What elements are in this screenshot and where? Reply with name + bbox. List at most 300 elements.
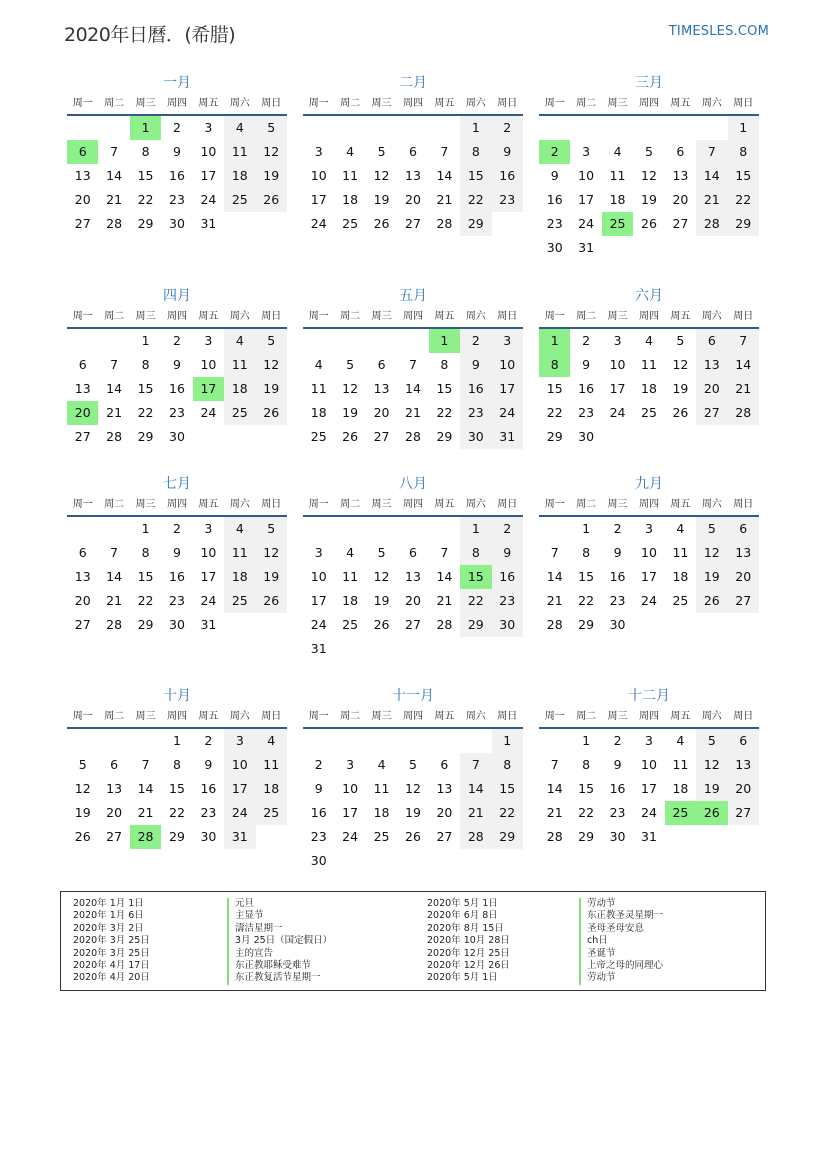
day-cell: 20 bbox=[106, 805, 123, 820]
weekday-header bbox=[67, 94, 287, 116]
day-cell: 1 bbox=[460, 116, 491, 140]
day-cell: 24 bbox=[200, 405, 217, 420]
empty-cell bbox=[539, 116, 570, 140]
day-cell: 17 bbox=[492, 377, 523, 401]
empty-cell bbox=[492, 212, 523, 236]
day-cell: 7 bbox=[110, 144, 119, 159]
month-title: 六月 bbox=[635, 288, 663, 304]
empty-cell bbox=[256, 613, 287, 637]
empty-cell bbox=[397, 517, 428, 541]
day-cell: 28 bbox=[546, 617, 563, 632]
day-cell: 12 bbox=[74, 781, 91, 796]
day-cell: 13 bbox=[405, 168, 421, 183]
day-cell: 8 bbox=[728, 140, 759, 164]
month-title: 十二月 bbox=[628, 688, 670, 704]
month-calendar bbox=[539, 72, 759, 260]
day-cell: 11 bbox=[310, 381, 327, 396]
empty-cell bbox=[728, 613, 759, 637]
day-cell: 24 bbox=[310, 617, 327, 632]
day-cell: 17 bbox=[310, 593, 327, 608]
day-cell: 24 bbox=[342, 829, 359, 844]
day-cell: 27 bbox=[405, 216, 421, 231]
empty-cell bbox=[665, 825, 696, 849]
day-cell: 5 bbox=[256, 116, 287, 140]
day-cell: 21 bbox=[696, 188, 727, 212]
day-cell: 29 bbox=[169, 829, 185, 844]
weekday-label: 周四 bbox=[402, 311, 423, 322]
day-cell: 27 bbox=[74, 617, 91, 632]
day-cell: 3 bbox=[613, 333, 622, 348]
weekday-label: 周四 bbox=[166, 98, 187, 109]
day-cell: 1 bbox=[130, 116, 161, 140]
empty-cell bbox=[397, 329, 428, 353]
weekday-label: 周三 bbox=[135, 499, 156, 510]
empty-cell bbox=[256, 425, 287, 449]
day-cell: 13 bbox=[696, 353, 727, 377]
day-cell: 13 bbox=[728, 753, 759, 777]
weekday-label: 周一 bbox=[308, 311, 329, 322]
day-cell: 31 bbox=[224, 825, 255, 849]
weekday-label: 周二 bbox=[340, 98, 361, 109]
day-cell: 28 bbox=[546, 829, 563, 844]
weekday-label: 周三 bbox=[607, 499, 628, 510]
day-cell: 20 bbox=[672, 192, 689, 207]
day-cell: 2 bbox=[582, 333, 591, 348]
day-cell: 9 bbox=[613, 545, 622, 560]
empty-cell bbox=[728, 425, 759, 449]
day-cell: 5 bbox=[377, 545, 386, 560]
weekday-header bbox=[303, 94, 523, 116]
day-cell: 30 bbox=[310, 853, 327, 868]
weekday-label: 周日 bbox=[497, 98, 518, 109]
weekday-header bbox=[303, 495, 523, 517]
weekday-label: 周四 bbox=[402, 98, 423, 109]
month-calendar bbox=[67, 473, 287, 637]
day-cell: 16 bbox=[169, 168, 185, 183]
holiday-name: 劳动节 bbox=[579, 972, 663, 984]
day-cell: 1 bbox=[582, 733, 591, 748]
day-cell: 5 bbox=[645, 144, 653, 159]
weekday-label: 周日 bbox=[733, 311, 754, 322]
day-cell: 8 bbox=[582, 757, 591, 772]
empty-cell bbox=[334, 329, 365, 353]
day-cell: 26 bbox=[405, 829, 421, 844]
weekday-label: 周日 bbox=[261, 98, 282, 109]
day-cell: 10 bbox=[310, 168, 327, 183]
month-calendar bbox=[303, 285, 523, 449]
holiday-dates-left bbox=[73, 898, 150, 985]
day-cell: 20 bbox=[728, 777, 759, 801]
day-cell: 27 bbox=[672, 216, 689, 231]
day-cell: 1 bbox=[728, 116, 759, 140]
weekday-label: 周三 bbox=[371, 499, 392, 510]
day-cell: 14 bbox=[405, 381, 421, 396]
day-cell: 21 bbox=[405, 405, 421, 420]
day-cell: 8 bbox=[141, 144, 150, 159]
holiday-date: 2020年 3月 25日 bbox=[73, 947, 150, 959]
day-cell: 3 bbox=[204, 120, 213, 135]
day-cell: 26 bbox=[373, 216, 390, 231]
day-cell: 25 bbox=[373, 829, 390, 844]
day-cell: 16 bbox=[609, 569, 626, 584]
day-cell: 30 bbox=[169, 216, 185, 231]
day-cell: 13 bbox=[672, 168, 689, 183]
weekday-label: 周日 bbox=[497, 499, 518, 510]
day-cell: 19 bbox=[641, 192, 657, 207]
day-cell: 1 bbox=[141, 521, 150, 536]
day-cell: 21 bbox=[436, 593, 453, 608]
day-cell: 3 bbox=[204, 521, 213, 536]
day-cell: 1 bbox=[173, 733, 181, 748]
day-cell: 4 bbox=[224, 116, 255, 140]
empty-cell bbox=[633, 425, 664, 449]
weekday-label: 周二 bbox=[104, 711, 125, 722]
day-cell: 2 bbox=[460, 329, 491, 353]
holiday-name: 东正教复活节星期一 bbox=[227, 972, 332, 984]
weekday-label: 周一 bbox=[308, 711, 329, 722]
day-cell: 15 bbox=[578, 569, 595, 584]
day-cell: 2 bbox=[173, 333, 181, 348]
day-cell: 21 bbox=[546, 805, 563, 820]
empty-cell bbox=[303, 517, 334, 541]
day-cell: 7 bbox=[110, 545, 119, 560]
day-cell: 13 bbox=[373, 381, 390, 396]
weekday-header bbox=[67, 707, 287, 729]
day-cell: 22 bbox=[546, 405, 563, 420]
day-cell: 16 bbox=[200, 781, 217, 796]
day-cell: 7 bbox=[110, 357, 119, 372]
holiday-date: 2020年 1月 6日 bbox=[73, 910, 144, 922]
day-cell: 9 bbox=[173, 545, 181, 560]
day-cell: 12 bbox=[342, 381, 359, 396]
day-cell: 16 bbox=[546, 192, 563, 207]
day-cell: 9 bbox=[204, 757, 213, 772]
day-cell: 10 bbox=[310, 569, 327, 584]
day-cell: 30 bbox=[609, 617, 626, 632]
day-cell: 15 bbox=[137, 569, 154, 584]
day-cell: 13 bbox=[74, 168, 91, 183]
day-cell: 3 bbox=[314, 545, 323, 560]
day-cell: 7 bbox=[696, 140, 727, 164]
day-cell: 10 bbox=[200, 357, 217, 372]
day-cell: 14 bbox=[137, 781, 154, 796]
weekday-label: 周一 bbox=[308, 98, 329, 109]
day-cell: 2 bbox=[314, 757, 323, 772]
day-cell: 11 bbox=[373, 781, 390, 796]
day-cell: 19 bbox=[672, 381, 689, 396]
day-cell: 17 bbox=[224, 777, 255, 801]
day-cell: 5 bbox=[696, 729, 727, 753]
holiday-date: 2020年 3月 25日 bbox=[73, 935, 150, 947]
day-cell: 13 bbox=[74, 381, 91, 396]
day-cell: 7 bbox=[550, 757, 559, 772]
weekday-label: 周三 bbox=[135, 311, 156, 322]
empty-cell bbox=[696, 116, 727, 140]
day-cell: 9 bbox=[492, 140, 523, 164]
weekday-header bbox=[539, 495, 759, 517]
day-cell: 17 bbox=[193, 377, 224, 401]
day-cell: 10 bbox=[578, 168, 595, 183]
month-calendar bbox=[303, 72, 523, 236]
weekday-label: 周四 bbox=[638, 98, 659, 109]
day-cell: 27 bbox=[373, 429, 390, 444]
day-cell: 22 bbox=[578, 593, 595, 608]
day-cell: 25 bbox=[641, 405, 657, 420]
day-cell: 23 bbox=[310, 829, 327, 844]
empty-cell bbox=[602, 236, 633, 260]
weekday-label: 周五 bbox=[670, 499, 691, 510]
weekday-label: 周五 bbox=[198, 499, 219, 510]
month-title: 八月 bbox=[399, 476, 427, 492]
day-cell: 11 bbox=[224, 140, 255, 164]
day-cell: 27 bbox=[74, 216, 91, 231]
day-cell: 24 bbox=[200, 593, 217, 608]
day-cell: 17 bbox=[200, 168, 217, 183]
weekday-label: 周五 bbox=[434, 98, 455, 109]
empty-cell bbox=[334, 116, 365, 140]
weekday-label: 周一 bbox=[308, 499, 329, 510]
day-cell: 19 bbox=[256, 565, 287, 589]
weekday-label: 周三 bbox=[607, 98, 628, 109]
day-cell: 26 bbox=[256, 589, 287, 613]
month-calendar bbox=[539, 285, 759, 449]
weekday-label: 周五 bbox=[434, 499, 455, 510]
day-cell: 31 bbox=[200, 216, 217, 231]
holiday-date: 2020年 5月 1日 bbox=[427, 972, 498, 984]
day-cell: 3 bbox=[204, 333, 213, 348]
day-cell: 22 bbox=[578, 805, 595, 820]
day-cell: 25 bbox=[256, 801, 287, 825]
day-cell: 17 bbox=[641, 781, 657, 796]
day-cell: 19 bbox=[696, 565, 727, 589]
weekday-label: 周一 bbox=[72, 98, 93, 109]
day-cell: 16 bbox=[492, 164, 523, 188]
day-cell: 9 bbox=[173, 357, 181, 372]
day-cell: 22 bbox=[460, 589, 491, 613]
day-cell: 4 bbox=[314, 357, 323, 372]
day-cell: 3 bbox=[645, 521, 653, 536]
empty-cell bbox=[366, 517, 397, 541]
day-cell: 7 bbox=[141, 757, 150, 772]
day-cell: 24 bbox=[310, 216, 327, 231]
weekday-label: 周三 bbox=[135, 98, 156, 109]
empty-cell bbox=[256, 825, 287, 849]
day-cell: 18 bbox=[373, 805, 390, 820]
empty-cell bbox=[539, 517, 570, 541]
weekday-label: 周二 bbox=[576, 499, 597, 510]
day-cell: 1 bbox=[539, 329, 570, 353]
day-cell: 10 bbox=[200, 144, 217, 159]
day-cell: 12 bbox=[256, 541, 287, 565]
holiday-name: 东正教耶稣受难节 bbox=[227, 960, 332, 972]
day-cell: 20 bbox=[436, 805, 453, 820]
holiday-date: 2020年 8月 15日 bbox=[427, 922, 504, 934]
weekday-label: 周日 bbox=[497, 711, 518, 722]
day-cell: 25 bbox=[310, 429, 327, 444]
weekday-label: 周四 bbox=[638, 499, 659, 510]
day-cell: 19 bbox=[342, 405, 359, 420]
day-cell: 8 bbox=[141, 545, 150, 560]
weekday-label: 周一 bbox=[544, 98, 565, 109]
day-cell: 15 bbox=[460, 164, 491, 188]
day-cell: 29 bbox=[578, 617, 595, 632]
empty-cell bbox=[429, 849, 460, 873]
empty-cell bbox=[696, 613, 727, 637]
day-cell: 24 bbox=[609, 405, 626, 420]
holiday-date: 2020年 1月 1日 bbox=[73, 898, 144, 909]
day-cell: 25 bbox=[672, 593, 689, 608]
weekday-label: 周日 bbox=[497, 311, 518, 322]
day-cell: 18 bbox=[224, 565, 255, 589]
day-cell: 31 bbox=[641, 829, 657, 844]
holiday-name: 元旦 bbox=[227, 898, 332, 910]
day-cell: 18 bbox=[310, 405, 327, 420]
empty-cell bbox=[429, 637, 460, 661]
day-cell: 30 bbox=[200, 829, 217, 844]
day-cell: 20 bbox=[74, 593, 91, 608]
empty-cell bbox=[397, 116, 428, 140]
day-cell: 31 bbox=[310, 641, 327, 656]
day-cell: 13 bbox=[405, 569, 421, 584]
day-cell: 2 bbox=[204, 733, 213, 748]
day-cell: 4 bbox=[613, 144, 622, 159]
day-cell: 24 bbox=[641, 593, 657, 608]
day-cell: 11 bbox=[342, 168, 359, 183]
day-cell: 7 bbox=[728, 329, 759, 353]
holiday-name: 主的宣告 bbox=[227, 948, 332, 960]
weekday-label: 周四 bbox=[638, 311, 659, 322]
empty-cell bbox=[303, 729, 334, 753]
day-cell: 25 bbox=[224, 589, 255, 613]
day-cell: 12 bbox=[256, 353, 287, 377]
day-cell: 14 bbox=[106, 381, 123, 396]
brand-link[interactable]: TIMESLES.COM bbox=[668, 24, 769, 39]
day-cell: 23 bbox=[578, 405, 595, 420]
day-cell: 31 bbox=[200, 617, 217, 632]
day-cell: 30 bbox=[609, 829, 626, 844]
empty-cell bbox=[570, 116, 601, 140]
month-title: 三月 bbox=[635, 75, 663, 91]
holiday-date: 2020年 4月 17日 bbox=[73, 959, 150, 971]
day-cell: 5 bbox=[78, 757, 87, 772]
day-cell: 19 bbox=[373, 593, 390, 608]
empty-cell bbox=[366, 729, 397, 753]
day-cell: 5 bbox=[256, 517, 287, 541]
day-cell: 9 bbox=[492, 541, 523, 565]
day-cell: 28 bbox=[130, 825, 161, 849]
day-cell: 10 bbox=[609, 357, 626, 372]
day-cell: 29 bbox=[546, 429, 563, 444]
day-cell: 8 bbox=[539, 353, 570, 377]
day-cell: 19 bbox=[74, 805, 91, 820]
day-cell: 23 bbox=[492, 589, 523, 613]
weekday-label: 周六 bbox=[229, 98, 250, 109]
weekday-label: 周三 bbox=[135, 711, 156, 722]
holiday-names-right bbox=[579, 898, 663, 985]
day-cell: 15 bbox=[436, 381, 453, 396]
day-cell: 20 bbox=[405, 593, 421, 608]
weekday-label: 周一 bbox=[544, 499, 565, 510]
empty-cell bbox=[224, 613, 255, 637]
day-cell: 28 bbox=[696, 212, 727, 236]
day-cell: 1 bbox=[492, 729, 523, 753]
day-cell: 12 bbox=[405, 781, 421, 796]
empty-cell bbox=[366, 849, 397, 873]
month-title: 五月 bbox=[399, 288, 427, 304]
day-cell: 27 bbox=[405, 617, 421, 632]
empty-cell bbox=[366, 637, 397, 661]
day-cell: 2 bbox=[539, 140, 570, 164]
day-cell: 11 bbox=[256, 753, 287, 777]
day-cell: 11 bbox=[224, 353, 255, 377]
weekday-label: 周六 bbox=[465, 311, 486, 322]
empty-cell bbox=[633, 236, 664, 260]
holiday-date: 2020年 6月 8日 bbox=[427, 910, 498, 922]
empty-cell bbox=[492, 637, 523, 661]
day-cell: 12 bbox=[373, 569, 390, 584]
day-cell: 13 bbox=[106, 781, 123, 796]
day-cell: 18 bbox=[224, 164, 255, 188]
day-cell: 24 bbox=[200, 192, 217, 207]
day-cell: 23 bbox=[460, 401, 491, 425]
day-cell: 20 bbox=[696, 377, 727, 401]
day-cell: 23 bbox=[200, 805, 217, 820]
weekday-label: 周五 bbox=[198, 311, 219, 322]
weekday-label: 周一 bbox=[72, 311, 93, 322]
day-cell: 4 bbox=[346, 545, 355, 560]
day-cell: 26 bbox=[696, 589, 727, 613]
day-cell: 15 bbox=[460, 565, 491, 589]
holiday-name: ch日 bbox=[579, 935, 663, 947]
month-title: 一月 bbox=[163, 75, 191, 91]
weekday-label: 周日 bbox=[261, 499, 282, 510]
day-cell: 8 bbox=[582, 545, 591, 560]
weekday-label: 周二 bbox=[576, 311, 597, 322]
holiday-date: 2020年 12月 26日 bbox=[427, 959, 510, 971]
day-cell: 26 bbox=[641, 216, 657, 231]
day-cell: 26 bbox=[256, 188, 287, 212]
day-cell: 30 bbox=[169, 429, 185, 444]
weekday-label: 周六 bbox=[465, 499, 486, 510]
day-cell: 6 bbox=[67, 140, 98, 164]
weekday-label: 周四 bbox=[638, 711, 659, 722]
day-cell: 29 bbox=[137, 617, 154, 632]
day-cell: 15 bbox=[137, 168, 154, 183]
empty-cell bbox=[67, 517, 98, 541]
weekday-label: 周五 bbox=[198, 711, 219, 722]
day-cell: 15 bbox=[578, 781, 595, 796]
day-cell: 9 bbox=[314, 781, 323, 796]
weekday-label: 周二 bbox=[576, 98, 597, 109]
day-cell: 28 bbox=[436, 617, 453, 632]
day-cell: 26 bbox=[696, 801, 727, 825]
day-cell: 8 bbox=[460, 541, 491, 565]
holiday-name: 东正教圣灵星期一 bbox=[579, 910, 663, 922]
day-cell: 9 bbox=[582, 357, 591, 372]
empty-cell bbox=[633, 116, 664, 140]
day-cell: 21 bbox=[436, 192, 453, 207]
empty-cell bbox=[224, 212, 255, 236]
day-cell: 26 bbox=[342, 429, 359, 444]
holiday-name: 上帝之母的同理心 bbox=[579, 960, 663, 972]
month-calendar bbox=[67, 285, 287, 449]
day-cell: 19 bbox=[256, 377, 287, 401]
day-cell: 22 bbox=[492, 801, 523, 825]
day-cell: 8 bbox=[440, 357, 449, 372]
empty-cell bbox=[303, 116, 334, 140]
day-cell: 23 bbox=[169, 593, 185, 608]
day-cell: 28 bbox=[405, 429, 421, 444]
